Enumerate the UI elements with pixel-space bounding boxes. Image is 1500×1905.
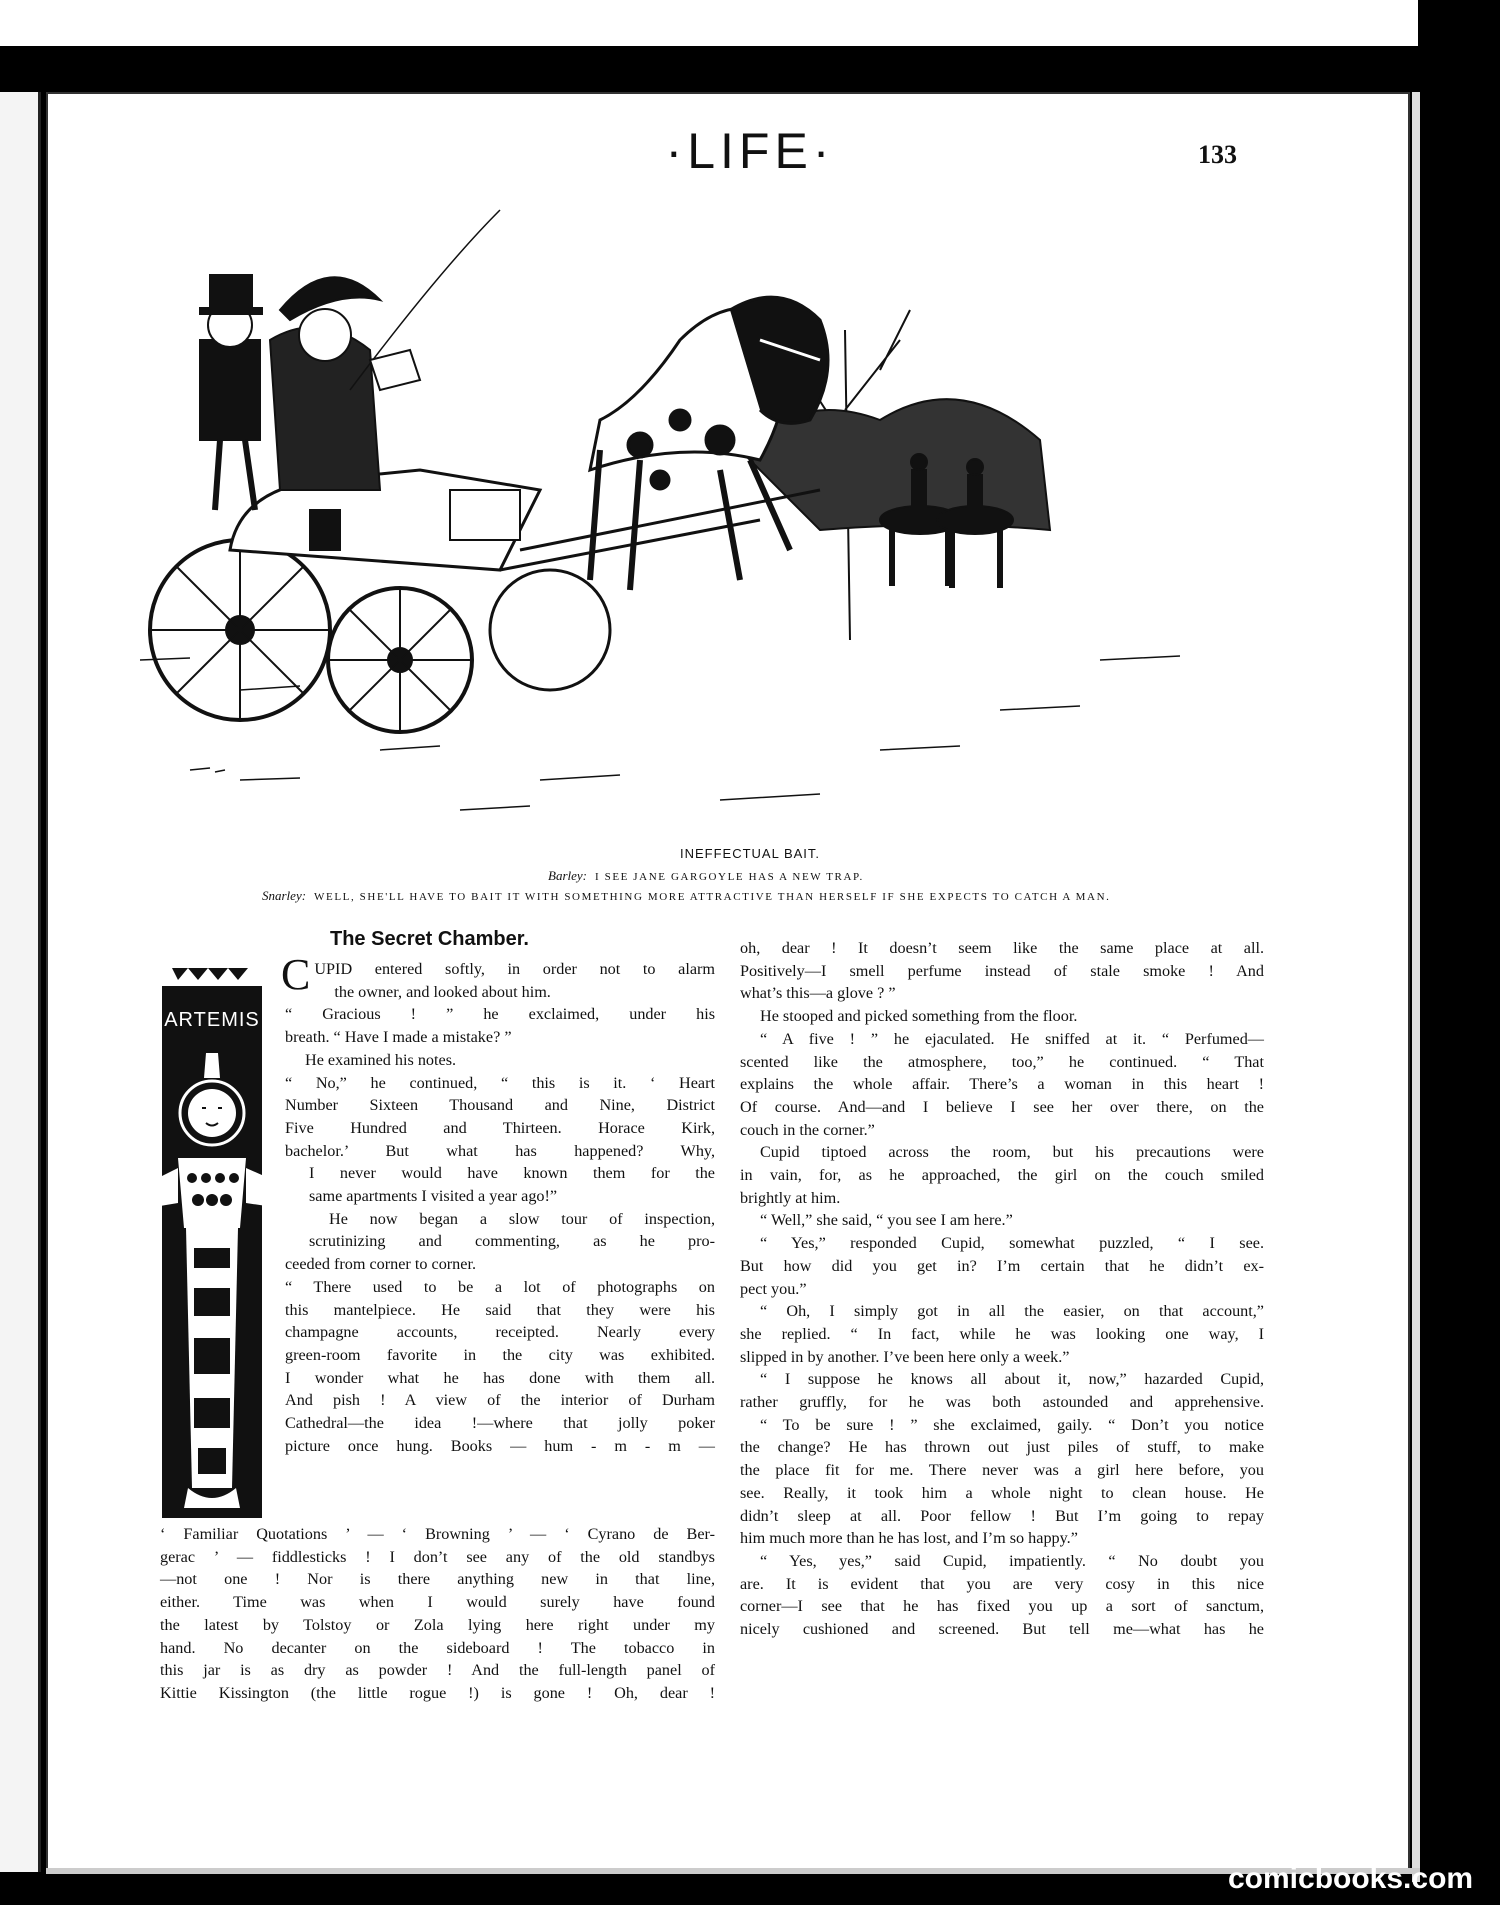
article-line: explains the whole affair. There’s a woman in this heart ! [740,1075,1264,1094]
article-line: corner—I see that he has fixed you up a sort of sanctum, [740,1597,1264,1616]
article-line: the change? He has thrown out just piles of stuff, to make [740,1438,1264,1457]
article-line: “ Gracious ! ” he exclaimed, under his [285,1005,715,1024]
article-line: “ I suppose he knows all about it, now,” hazarded Cupid, [760,1370,1264,1389]
article-line: didn’t sleep at all. Poor fellow ! But I’m going to repay [740,1506,1264,1525]
masthead: ·LIFE· [665,123,835,179]
article-line: Of course. And—and I believe I see her over there, on the [740,1097,1264,1116]
article-column-1-continued [160,1523,715,1705]
page-bottom-edge [46,1868,1420,1874]
article-line: see. Really, it took him a whole night to clean house. He [740,1483,1264,1502]
article-line: Positively—I smell perfume instead of stale smoke ! And [740,961,1264,980]
article-line: the owner, and looked about him. [334,982,551,1001]
article-line: “ Well,” she said, “ you see I am here.” [760,1211,1013,1230]
article-line: the place fit for me. There never was a girl here before, you [740,1461,1264,1480]
article-line: in vain, for, as he approached, the girl on the couch smiled [740,1166,1264,1185]
article-line: gerac ’ — fiddlesticks ! I don’t see any of the old standbys [160,1547,715,1566]
article-line: Cupid tiptoed across the room, but his precautions were [760,1143,1264,1162]
article-line: him much more than he has lost, and I’m so happy.” [740,1529,1078,1548]
article-line: green-room favorite in the city was exhibited. [285,1345,715,1364]
article-line: Number Sixteen Thousand and Nine, District [285,1096,715,1115]
article-line: “ Oh, I simply got in all the easier, on that account,” [760,1302,1264,1321]
caption-text: I SEE JANE GARGOYLE HAS A NEW TRAP. [594,871,864,883]
site-watermark: comicbooks.com [1228,1862,1474,1895]
caption-text: WELL, SHE'LL HAVE TO BAIT IT WITH SOMETHING MORE ATTRACTIVE THAN HERSELF IF SHE EXPECTS TO CATCH A MAN. [314,891,1111,903]
article-line: pect you.” [740,1279,807,1298]
page-number: 133 [1198,140,1237,169]
article-line: couch in the corner.” [740,1120,875,1139]
article-line: He now began a slow tour of inspection, [329,1209,715,1228]
article-line: slipped in by another. I’ve been here only a week.” [740,1347,1070,1366]
artemis-ornament [148,968,280,1528]
article-line: hand. No decanter on the sideboard ! The tobacco in [160,1638,715,1657]
article-line: Cathedral—the idea !—where that jolly poker [285,1414,715,1433]
caption-dialogue-line [548,868,864,884]
article-line: I wonder what he has done with them all. [285,1368,715,1387]
article-line: the latest by Tolstoy or Zola lying here right under my [160,1615,715,1634]
caption-speaker: Barley: [548,868,587,883]
article-line: I never would have known them for the [309,1164,715,1183]
article-column-1 [281,950,715,1457]
article-line: Kittie Kissington (the little rogue !) is gone ! Oh, dear ! [160,1683,715,1702]
cartoon-caption-title: INEFFECTUAL BAIT. [679,846,821,861]
article-line: are. It is evident that you are very cosy in this nice [740,1574,1264,1593]
caption-speaker: Snarley: [262,888,307,903]
article-line: scented like the atmosphere, too,” he continued. “ That [740,1052,1264,1071]
ornament-label: ARTEMIS [164,1009,260,1031]
article-line: “ There used to be a lot of photographs on [285,1277,715,1296]
article-line: this jar is as dry as powder ! And the full-length panel of [160,1661,715,1680]
article-line: either. Time was when I would surely have found [160,1593,715,1612]
article-line: same apartments I visited a year ago!” [309,1187,558,1206]
article-line: He examined his notes. [305,1050,457,1069]
article-line: “ Yes, yes,” said Cupid, impatiently. “ No doubt you [760,1551,1264,1570]
article-line: bachelor.’ But what has happened? Why, [285,1141,715,1160]
article-line: “ A five ! ” he ejaculated. He sniffed at it. “ Perfumed— [760,1029,1264,1048]
drop-cap: C [281,950,311,999]
article-line: But how did you get in? I’m certain that he didn’t ex- [740,1256,1264,1275]
scan-top-margin [0,0,1418,46]
page-right-edge [1412,92,1420,1882]
article-line: CUPID entered softly, in order not to alarm [281,950,715,999]
article-line: ‘ Familiar Quotations ’ — ‘ Browning ’ — ‘ Cyrano de Ber- [160,1525,715,1543]
article-line: ceeded from corner to corner. [285,1255,477,1274]
cartoon-illustration [120,190,1280,840]
article-line: “ To be sure ! ” she exclaimed, gaily. “ Don’t you notice [760,1415,1264,1434]
article-line: “ Yes,” responded Cupid, somewhat puzzled, “ I see. [760,1234,1264,1253]
article-line: Five Hundred and Thirteen. Horace Kirk, [285,1118,715,1137]
article-line: champagne accounts, receipted. Nearly every [285,1323,715,1342]
article-line: she replied. “ In fact, while he was looking one way, I [740,1324,1264,1343]
article-line: “ No,” he continued, “ this is it. ‘ Heart [285,1073,715,1092]
article-line: nicely cushioned and screened. But tell me—what has he [740,1620,1264,1639]
article-line: rather gruffly, for he was both astounded and apprehensive. [740,1393,1264,1412]
article-line: breath. “ Have I made a mistake? ” [285,1028,512,1047]
article-line: —not one ! Nor is there anything new in that line, [160,1570,715,1589]
caption-dialogue-line [262,888,1111,904]
facing-page-edge [0,92,41,1872]
article-line: picture once hung. Books — hum - m - m — [285,1436,715,1455]
article-line: He stooped and picked something from the floor. [760,1007,1078,1026]
article-line: scrutinizing and commenting, as he pro- [309,1232,715,1251]
article-line: oh, dear ! It doesn’t seem like the same place at all. [740,939,1264,957]
article-column-2 [740,937,1264,1641]
article-line: this mantelpiece. He said that they were his [285,1300,715,1319]
article-line: And pish ! A view of the interior of Durham [285,1391,715,1410]
article-title: The Secret Chamber. [330,928,529,950]
article-line: what’s this—a glove ? ” [740,984,896,1003]
article-line: brightly at him. [740,1188,841,1207]
